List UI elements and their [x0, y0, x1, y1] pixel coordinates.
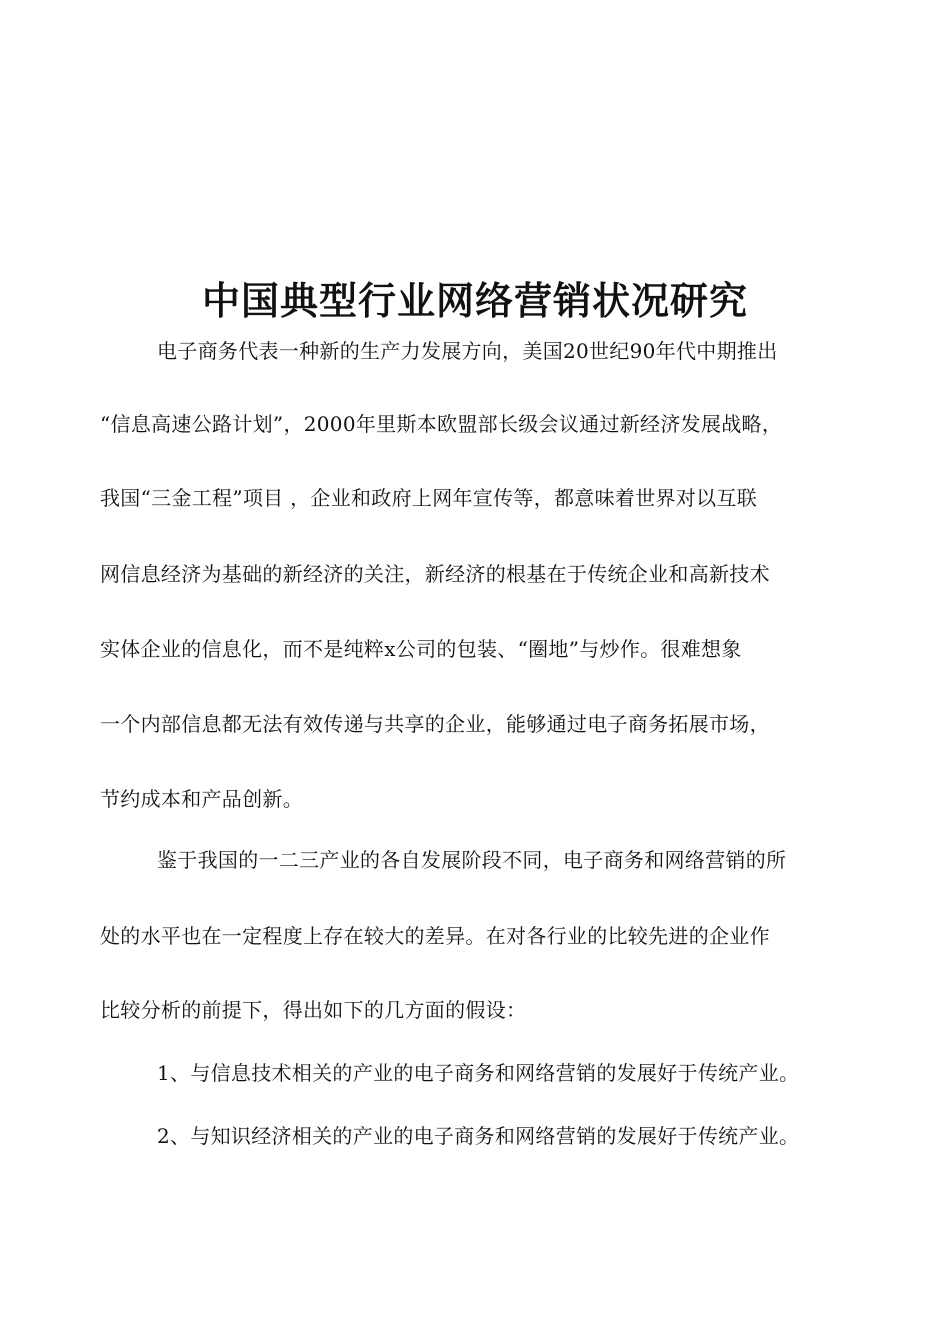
paragraph-2-line-1: 鉴于我国的一二三产业的各自发展阶段不同，电子商务和网络营销的所 — [157, 848, 787, 872]
hypothesis-item-1: 1、与信息技术相关的产业的电子商务和网络营销的发展好于传统产业。 — [157, 1061, 800, 1085]
paragraph-1-line-1: 电子商务代表一种新的生产力发展方向，美国20世纪90年代中期推出 — [157, 339, 778, 363]
paragraph-1-line-3: 我国“三金工程”项目 ，企业和政府上网年宣传等，都意味着世界对以互联 — [100, 486, 758, 510]
hypothesis-item-2: 2、与知识经济相关的产业的电子商务和网络营销的发展好于传统产业。 — [157, 1124, 800, 1148]
document-title: 中国典型行业网络营销状况研究 — [201, 279, 748, 323]
paragraph-1-line-5: 实体企业的信息化，而不是纯粹x公司的包装、“圈地”与炒作。很难想象 — [100, 637, 742, 661]
paragraph-1-line-7: 节约成本和产品创新。 — [100, 787, 303, 811]
paragraph-1-line-6: 一个内部信息都无法有效传递与共享的企业，能够通过电子商务拓展市场， — [100, 712, 770, 736]
paragraph-1-line-2: “信息高速公路计划”，2000年里斯本欧盟部长级会议通过新经济发展战略， — [100, 412, 783, 436]
paragraph-2-line-2: 处的水平也在一定程度上存在较大的差异。在对各行业的比较先进的企业作 — [100, 924, 770, 948]
paragraph-2-line-3: 比较分析的前提下，得出如下的几方面的假设： — [100, 998, 527, 1022]
paragraph-1-line-4: 网信息经济为基础的新经济的关注，新经济的根基在于传统企业和高新技术 — [100, 562, 770, 586]
